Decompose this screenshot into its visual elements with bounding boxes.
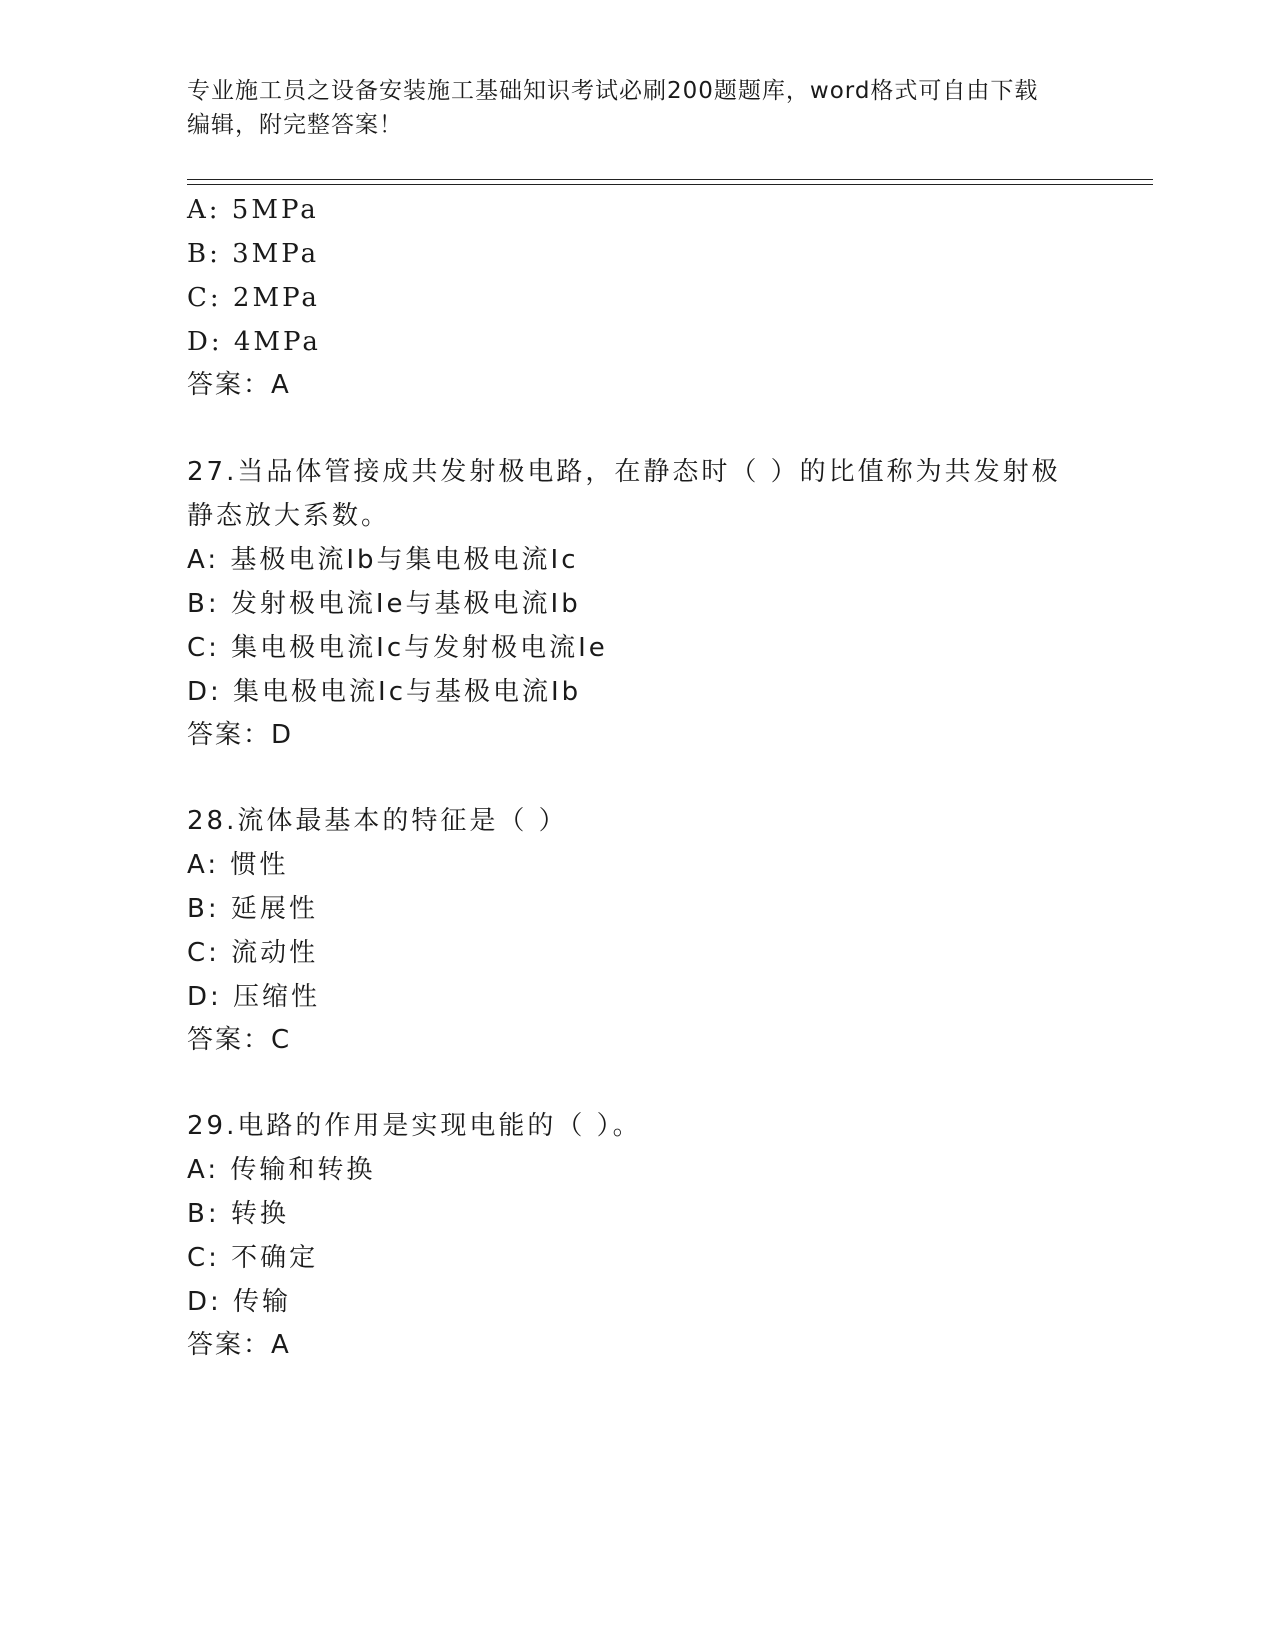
header-title-line-1: 专业施工员之设备安装施工基础知识考试必刷200题题库，word格式可自由下载 <box>187 78 1039 104</box>
q29-option-b: B: 转换 <box>187 1199 289 1229</box>
q29-answer: 答案：A <box>187 1330 291 1360</box>
q28-option-c: C: 流动性 <box>187 938 319 968</box>
q27-option-c: C: 集电极电流Ic与发射极电流Ie <box>187 633 608 663</box>
q29-option-d: D: 传输 <box>187 1287 292 1317</box>
q28-option-d: D: 压缩性 <box>187 982 321 1012</box>
document-header <box>187 74 1087 142</box>
header-divider-top <box>187 179 1153 180</box>
q28-option-b: B: 延展性 <box>187 894 318 924</box>
q28-answer: 答案：C <box>187 1025 292 1055</box>
header-divider-bottom <box>187 184 1153 185</box>
q26-option-c: C: 2MPa <box>187 283 320 313</box>
q26-option-b: B: 3MPa <box>187 239 320 269</box>
q27-answer: 答案：D <box>187 720 294 750</box>
q29-stem: 29.电路的作用是实现电能的（ ）。 <box>187 1111 642 1141</box>
q27-option-d: D: 集电极电流Ic与基极电流Ib <box>187 677 582 707</box>
q28-stem: 28.流体最基本的特征是（ ） <box>187 806 568 836</box>
q29-option-c: C: 不确定 <box>187 1243 319 1273</box>
q27-option-a: A: 基极电流Ib与集电极电流Ic <box>187 545 579 575</box>
q27-option-b: B: 发射极电流Ie与基极电流Ib <box>187 589 581 619</box>
q26-option-a: A: 5MPa <box>187 195 319 225</box>
q28-option-a: A: 惯性 <box>187 850 289 880</box>
q29-option-a: A: 传输和转换 <box>187 1155 376 1185</box>
header-title-line-2: 编辑，附完整答案！ <box>187 112 403 138</box>
q27-stem-line-1: 27.当品体管接成共发射极电路，在静态时（ ）的比值称为共发射极 <box>187 457 1061 487</box>
q27-stem-line-2: 静态放大系数。 <box>187 501 391 531</box>
q26-option-d: D: 4MPa <box>187 327 321 357</box>
q26-answer: 答案：A <box>187 370 291 400</box>
